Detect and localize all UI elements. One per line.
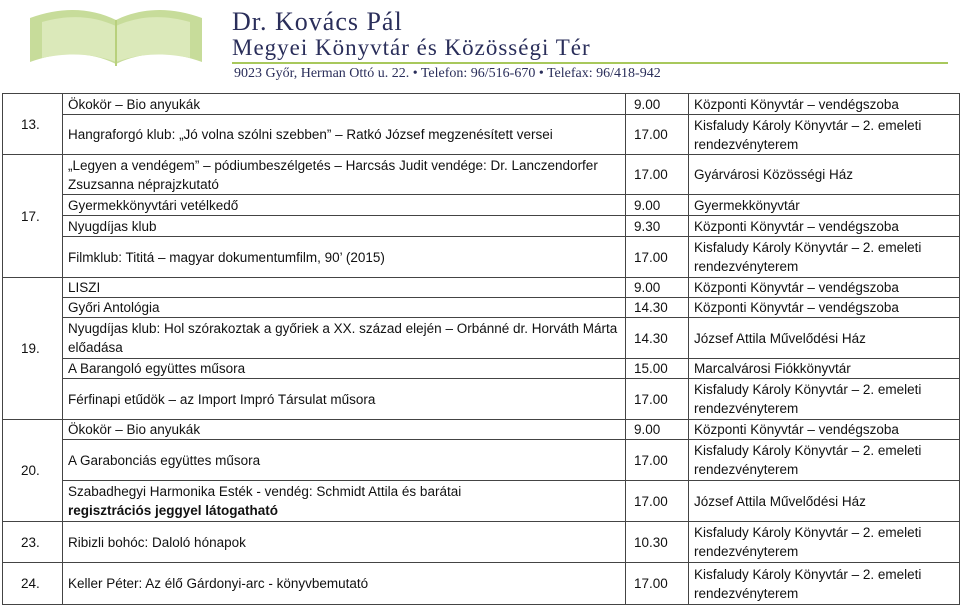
- event-location: Kisfaludy Károly Könyvtár – 2. emeleti rendezvényterem: [689, 115, 960, 155]
- event-title: Ökokör – Bio anyukák: [63, 94, 626, 115]
- event-day: 17.: [3, 155, 63, 278]
- registration-note: regisztrációs jeggyel látogatható: [68, 503, 279, 518]
- event-time: 9.00: [626, 420, 689, 440]
- event-time: 17.00: [626, 379, 689, 420]
- event-time: 9.00: [626, 278, 689, 298]
- table-row: [3, 379, 960, 420]
- table-row: [3, 237, 960, 278]
- table-row: [3, 298, 960, 318]
- event-title: Győri Antológia: [63, 298, 626, 318]
- event-time: 17.00: [626, 115, 689, 155]
- event-day: 19.: [3, 278, 63, 420]
- table-row: [3, 195, 960, 216]
- event-location: Gyárvárosi Közösségi Ház: [689, 155, 960, 195]
- event-day: 23.: [3, 522, 63, 563]
- event-title: Nyugdíjas klub: Hol szórakoztak a győriek a XX. század elején – Orbánné dr. Horváth Márta előadása: [63, 318, 626, 359]
- event-time: 17.00: [626, 440, 689, 481]
- event-time: 10.30: [626, 522, 689, 563]
- library-name: Dr. Kovács Pál: [232, 7, 403, 36]
- event-day: 13.: [3, 94, 63, 155]
- event-title: Ökokör – Bio anyukák: [63, 420, 626, 440]
- event-location: Gyermekkönyvtár: [689, 195, 960, 216]
- table-row: [3, 115, 960, 155]
- page-header: [0, 0, 960, 92]
- event-time: 17.00: [626, 155, 689, 195]
- event-location: Kisfaludy Károly Könyvtár – 2. emeleti rendezvényterem: [689, 522, 960, 563]
- event-location: Központi Könyvtár – vendégszoba: [689, 216, 960, 237]
- book-logo-icon: [22, 2, 212, 74]
- event-time: 14.30: [626, 318, 689, 359]
- event-location: Központi Könyvtár – vendégszoba: [689, 420, 960, 440]
- event-title: Gyermekkönyvtári vetélkedő: [63, 195, 626, 216]
- table-row: [3, 216, 960, 237]
- table-row: [3, 359, 960, 379]
- table-row: [3, 563, 960, 605]
- event-title: Szabadhegyi Harmonika Esték - vendég: Schmidt Attila és barátai: [68, 484, 462, 499]
- event-title: Keller Péter: Az élő Gárdonyi-arc - könyvbemutató: [63, 563, 626, 605]
- event-time: 9.30: [626, 216, 689, 237]
- event-time: 17.00: [626, 481, 689, 522]
- table-row: [3, 420, 960, 440]
- event-title: „Legyen a vendégem” – pódiumbeszélgetés – Harcsás Judit vendége: Dr. Lanczendorfer Zsuzsanna néprajzkutató: [63, 155, 626, 195]
- header-divider: [232, 62, 948, 64]
- event-location: Kisfaludy Károly Könyvtár – 2. emeleti rendezvényterem: [689, 379, 960, 420]
- event-location: Kisfaludy Károly Könyvtár – 2. emeleti rendezvényterem: [689, 440, 960, 481]
- event-title: Hangraforgó klub: „Jó volna szólni szebben” – Ratkó József megzenésített versei: [63, 115, 626, 155]
- event-time: 15.00: [626, 359, 689, 379]
- event-time: 9.00: [626, 195, 689, 216]
- event-location: József Attila Művelődési Ház: [689, 481, 960, 522]
- table-row: [3, 278, 960, 298]
- event-title-cell: [63, 481, 626, 522]
- event-location: Kisfaludy Károly Könyvtár – 2. emeleti rendezvényterem: [689, 237, 960, 278]
- program-table: [2, 93, 960, 605]
- event-day: 20.: [3, 420, 63, 522]
- event-location: József Attila Művelődési Ház: [689, 318, 960, 359]
- event-location: Központi Könyvtár – vendégszoba: [689, 298, 960, 318]
- event-title: A Barangoló együttes műsora: [63, 359, 626, 379]
- contact-line: 9023 Győr, Herman Ottó u. 22. • Telefon: 96/516-670 • Telefax: 96/418-942: [234, 66, 661, 81]
- table-row: [3, 155, 960, 195]
- event-time: 14.30: [626, 298, 689, 318]
- event-location: Központi Könyvtár – vendégszoba: [689, 278, 960, 298]
- table-row: [3, 94, 960, 115]
- event-time: 17.00: [626, 563, 689, 605]
- table-row: [3, 440, 960, 481]
- event-day: 24.: [3, 563, 63, 605]
- event-location: Központi Könyvtár – vendégszoba: [689, 94, 960, 115]
- event-location: Marcalvárosi Fiókkönyvtár: [689, 359, 960, 379]
- table-row: [3, 522, 960, 563]
- event-title: Férfinapi etűdök – az Import Impró Társulat műsora: [63, 379, 626, 420]
- event-time: 9.00: [626, 94, 689, 115]
- event-time: 17.00: [626, 237, 689, 278]
- table-row: [3, 318, 960, 359]
- event-title: Nyugdíjas klub: [63, 216, 626, 237]
- event-title: Filmklub: Tititá – magyar dokumentumfilm, 90’ (2015): [63, 237, 626, 278]
- event-title: LISZI: [63, 278, 626, 298]
- library-subtitle: Megyei Könyvtár és Közösségi Tér: [232, 35, 591, 60]
- table-row: [3, 481, 960, 522]
- event-title: A Garabonciás együttes műsora: [63, 440, 626, 481]
- event-title: Ribizli bohóc: Daloló hónapok: [63, 522, 626, 563]
- event-location: Kisfaludy Károly Könyvtár – 2. emeleti rendezvényterem: [689, 563, 960, 605]
